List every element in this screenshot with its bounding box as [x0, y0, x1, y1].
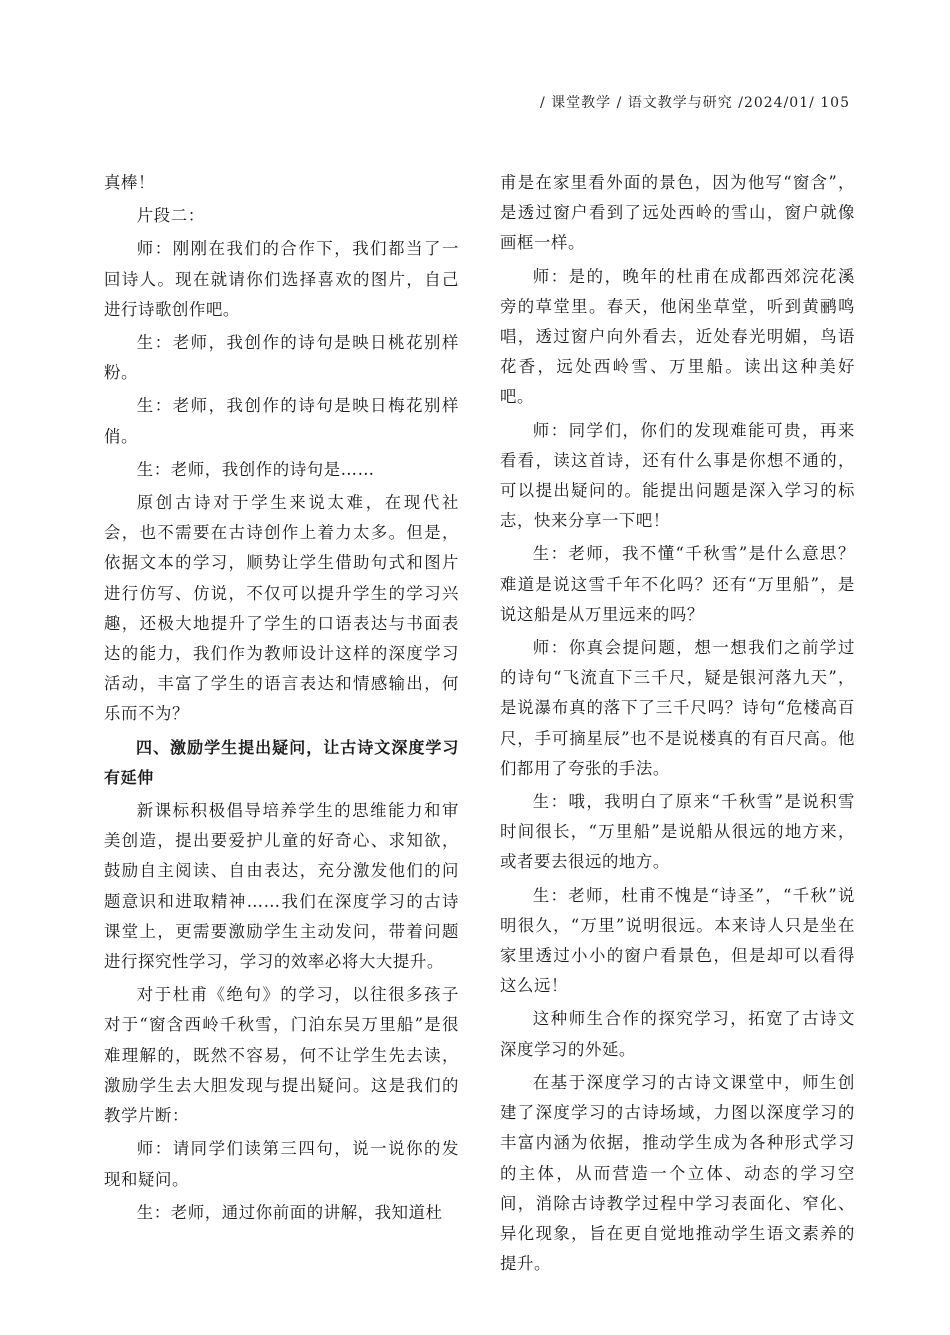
paragraph: 生：哦，我明白了原来“千秋雪”是说积雪时间很长，“万里船”是说船从很远的地方来，或者要去很远的地方。	[500, 792, 855, 872]
paragraph: 生：老师，我创作的诗句是映日桃花别样粉。	[104, 333, 459, 383]
paragraph: 生：老师，通过你前面的讲解，我知道杜	[136, 1202, 443, 1222]
paragraph: 师：刚刚在我们的合作下，我们都当了一回诗人。现在就请你们选择喜欢的图片，自己进行诗歌创作吧。	[104, 239, 459, 319]
right-column	[500, 168, 855, 1282]
section-heading: 四、激励学生提出疑问，让古诗文深度学习有延伸	[104, 737, 459, 787]
paragraph: 师：你真会提问题，想一想我们之前学过的诗句“飞流直下三千尺，疑是银河落九天”，是说瀑布真的落下了三千尺吗？诗句“危楼高百尺，手可摘星辰”也不是说楼真的有百尺高。他们都用了夸张的手法。	[500, 638, 855, 778]
running-header: / 课堂教学 / 语文教学与研究 /2024/01/ 105	[540, 95, 850, 111]
paragraph: 真棒！	[104, 173, 155, 192]
left-column	[104, 168, 459, 1231]
paragraph: 生：老师，我创作的诗句是映日梅花别样俏。	[104, 396, 459, 446]
paragraph: 原创古诗对于学生来说太难，在现代社会，也不需要在古诗创作上着力太多。但是，依据文本的学习，顺势让学生借助句式和图片进行仿写、仿说，不仅可以提升学生的学习兴趣，还极大地提升了学生的口语表达与书面表达的能力，我们作为教师设计这样的深度学习活动，丰富了学生的语言表达和情感输出，何乐而不为？	[104, 493, 459, 724]
paragraph: 这种师生合作的探究学习，拓宽了古诗文深度学习的外延。	[500, 1009, 855, 1059]
paragraph: 片段二：	[136, 206, 205, 226]
paragraph: 新课标积极倡导培养学生的思维能力和审美创造，提出要爱护儿童的好奇心、求知欲，鼓励自主阅读、自由表达，充分激发他们的问题意识和进取精神……我们在深度学习的古诗课堂上，更需要激励学生主动发问，带着问题进行探究性学习，学习的效率必将大大提升。	[104, 801, 459, 972]
paragraph: 师：同学们，你们的发现难能可贵，再来看看，读这首诗，还有什么事是你想不通的，可以提出疑问的。能提出问题是深入学习的标志，快来分享一下吧！	[500, 420, 855, 531]
paragraph: 甫是在家里看外面的景色，因为他写“窗含”，是透过窗户看到了远处西岭的雪山，窗户就像画框一样。	[500, 173, 855, 253]
paragraph: 师：请同学们读第三四句，说一说你的发现和疑问。	[104, 1139, 459, 1189]
paragraph: 对于杜甫《绝句》的学习，以往很多孩子对于“窗含西岭千秋雪，门泊东吴万里船”是很难理解的，既然不容易，何不让学生先去读，激励学生去大胆发现与提出疑问。这是我们的教学片断：	[104, 985, 459, 1126]
paragraph: 师：是的，晚年的杜甫在成都西郊浣花溪旁的草堂里。春天，他闲坐草堂，听到黄鹂鸣唱，透过窗户向外看去，近处春光明媚，鸟语花香，远处西岭雪、万里船。读出这种美好吧。	[500, 266, 855, 407]
paragraph: 生：老师，杜甫不愧是“诗圣”，“千秋”说明很久，“万里”说明很远。本来诗人只是坐在家里透过小小的窗户看景色，但是却可以看得这么远！	[500, 885, 855, 996]
paragraph: 在基于深度学习的古诗文课堂中，师生创建了深度学习的古诗场域，力图以深度学习的丰富内涵为依据，推动学生成为各种形式学习的主体，从而营造一个立体、动态的学习空间，消除古诗教学过程中学习表面化、窄化、异化现象，旨在更自觉地推动学生语文素养的提升。	[500, 1072, 855, 1274]
paragraph: 生：老师，我不懂“千秋雪”是什么意思？难道是说这雪千年不化吗？还有“万里船”，是说这船是从万里远来的吗？	[500, 544, 855, 624]
paragraph: 生：老师，我创作的诗句是……	[136, 459, 375, 479]
